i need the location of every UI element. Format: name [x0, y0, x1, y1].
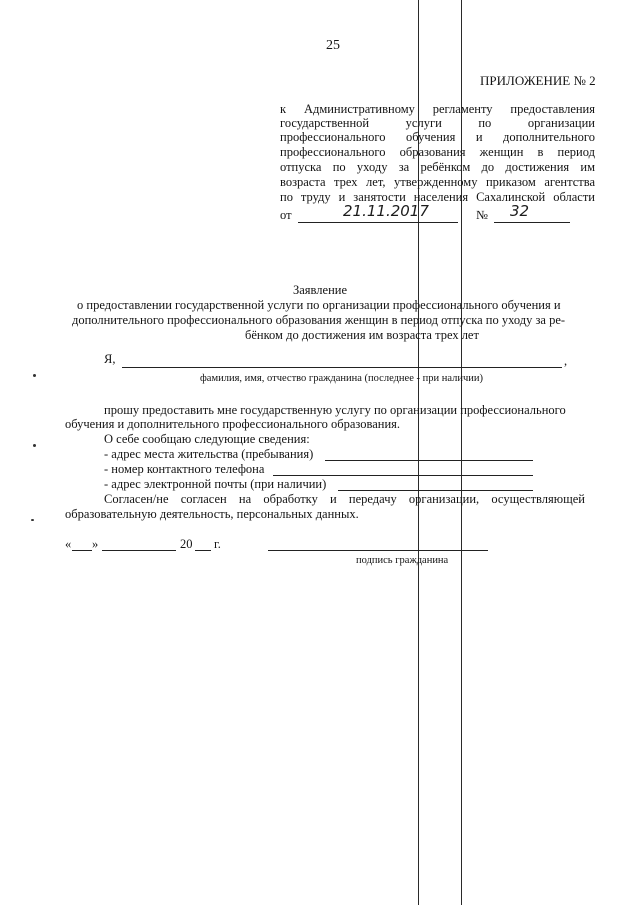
phone-field[interactable] — [273, 475, 533, 476]
date-day-field[interactable] — [72, 550, 92, 551]
date-open-quote: « — [65, 537, 72, 551]
regulation-line: профессионального обучения и дополнительного — [280, 130, 595, 144]
regulation-line: к Административному регламенту предоставления — [280, 102, 595, 116]
regulation-line: государственной услуги по организации — [280, 116, 595, 130]
order-date-handwritten: 21.11.2017 — [343, 202, 429, 220]
applicant-name-field[interactable] — [122, 367, 562, 368]
applicant-prefix: Я, — [104, 352, 116, 366]
info-intro: О себе сообщаю следующие сведения: — [104, 432, 310, 446]
request-line: обучения и дополнительного профессионального образования. — [65, 417, 401, 431]
applicant-caption: фамилия, имя, отчество гражданина (последнее - при наличии) — [200, 373, 483, 384]
regulation-line: отпуска по уходу за ребёнком до достижения им — [280, 160, 595, 174]
document-title: Заявление — [292, 283, 347, 297]
heading-line: дополнительного профессионального образования женщин в период отпуска по уходу за ре- — [72, 313, 566, 327]
regulation-line: возраста трех лет, утвержденному приказом агентства — [280, 175, 595, 189]
order-from-label: от — [280, 208, 292, 222]
order-date-line — [298, 222, 458, 223]
consent-line: Согласен/не согласен на обработку и передачу организации, осуществляющей — [104, 492, 585, 506]
consent-line: образовательную деятельность, персональных данных. — [65, 507, 359, 521]
signature-field[interactable] — [268, 550, 488, 551]
appendix-title: ПРИЛОЖЕНИЕ № 2 — [480, 73, 596, 88]
order-number-handwritten: 32 — [510, 202, 530, 220]
heading-line: бёнком до достижения им возраста трех лет — [245, 328, 479, 342]
regulation-line: профессионального образования женщин в период — [280, 145, 595, 159]
date-year-suffix: г. — [214, 537, 221, 551]
residence-label: - адрес места жительства (пребывания) — [104, 447, 314, 461]
email-label: - адрес электронной почты (при наличии) — [104, 477, 327, 491]
regulation-line: по труду и занятости населения Сахалинской области — [280, 190, 595, 204]
phone-label: - номер контактного телефона — [104, 462, 265, 476]
heading-line: о предоставлении государственной услуги по организации профессионального обучения и — [77, 298, 561, 312]
date-year-prefix: 20 — [180, 537, 193, 551]
applicant-suffix: , — [564, 354, 568, 368]
request-line: прошу предоставить мне государственную услугу по организации профессионального — [104, 403, 566, 417]
date-month-field[interactable] — [102, 550, 176, 551]
residence-field[interactable] — [325, 460, 533, 461]
scan-speck — [31, 519, 34, 521]
scan-speck — [33, 374, 36, 377]
date-close-quote: » — [92, 537, 99, 551]
scan-speck — [33, 444, 36, 447]
signature-caption: подпись гражданина — [356, 555, 449, 566]
order-number-line — [494, 222, 570, 223]
page-number: 25 — [326, 38, 340, 53]
email-field[interactable] — [338, 490, 533, 491]
date-year-field[interactable] — [195, 550, 211, 551]
order-number-label: № — [476, 208, 488, 222]
